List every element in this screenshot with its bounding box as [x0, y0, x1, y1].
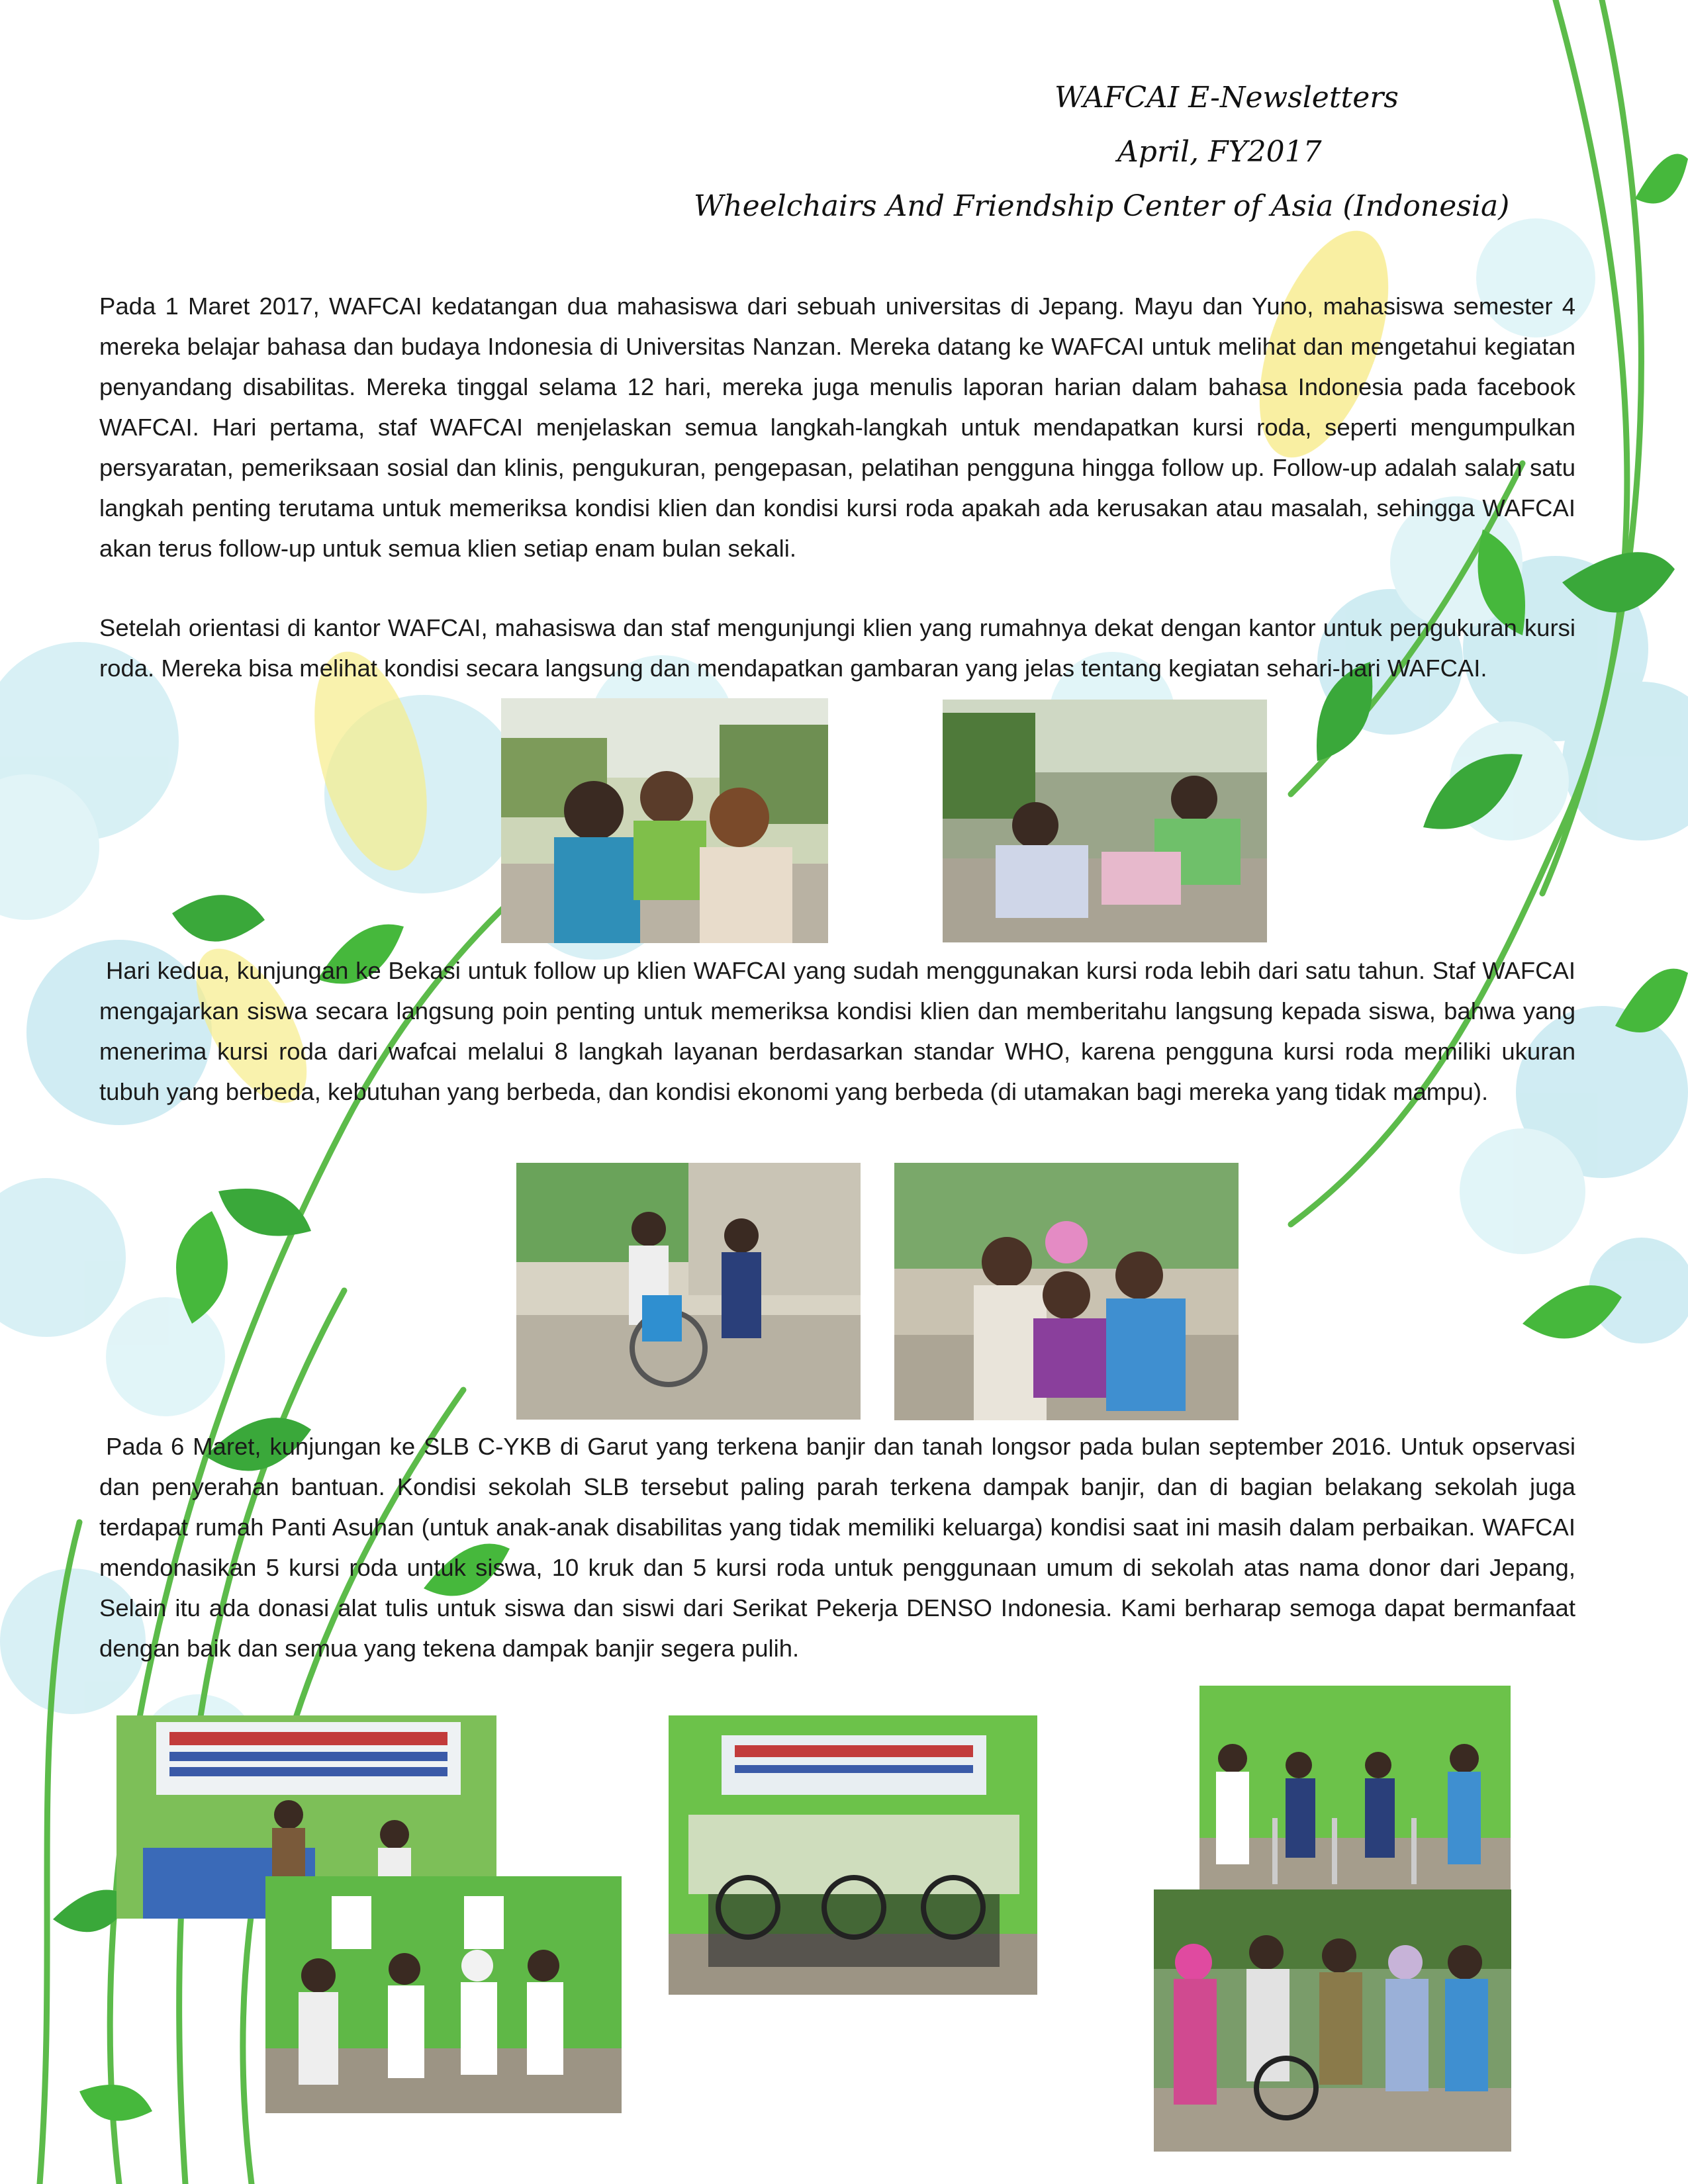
newsletter-date: April, FY2017 — [1117, 135, 1322, 169]
photo-measuring-wheelchair — [943, 700, 1267, 942]
organization-name: Wheelchairs And Friendship Center of Asia (Indonesia) — [694, 189, 1510, 223]
paragraph-bekasi-followup: Hari kedua, kunjungan ke Bekasi untuk follow up klien WAFCAI yang sudah menggunakan kursi roda lebih dari satu tahun. Staf WAFCAI mengajarkan siswa secara langsung poin penting untuk memeriksa kondisi klien dan memberitahu langsung kepada siswa, bahwa yang menerima kursi roda dari wafcai melalui 8 langkah layanan berdasarkan standar WHO, karena pengguna kursi roda memiliki ukuran tubuh yang berbeda, kebutuhan yang berbeda, dan kondisi ekonomi yang berbeda (di utamakan bagi mereka yang tidak mampu). — [99, 957, 1575, 1105]
photo-group-with-child — [894, 1163, 1239, 1420]
photo-group-wheelchair-donation — [669, 1715, 1037, 1995]
newsletter-title: WAFCAI E-Newsletters — [1055, 81, 1399, 114]
paragraph-garut-visit: Pada 6 Maret, kunjungan ke SLB C-YKB di Garut yang terkena banjir dan tanah longsor pada bulan september 2016. Untuk opservasi dan penyerahan bantuan. Kondisi sekolah SLB tersebut paling parah terkena dampak banjir, dan di bagian belakang sekolah juga terdapat rumah Panti Asuhan (untuk anak-anak disabilitas yang tidak memiliki keluarga) kondisi saat ini masih dalam perbaikan. WAFCAI mendonasikan 5 kursi roda untuk siswa, 10 kruk dan 5 kursi roda untuk penggunaan umum di sekolah atas nama donor dari Jepang, Selain itu ada donasi alat tulis untuk siswa dan siswi dari Serikat Pekerja DENSO Indonesia. Kami berharap semoga dapat bermanfaat dengan baik dan semua yang tekena dampak banjir segera pulih. — [99, 1433, 1575, 1662]
paragraph-student-visit: Pada 1 Maret 2017, WAFCAI kedatangan dua mahasiswa dari sebuah universitas di Jepang. Mayu dan Yuno, mahasiswa semester 4 mereka belajar bahasa dan budaya Indonesia di Universitas Nanzan. Mereka datang ke WAFCAI untuk melihat dan mengetahui kegiatan penyandang disabilitas. Mereka tinggal selama 12 hari, mereka juga menulis laporan harian dalam bahasa Indonesia pada facebook WAFCAI. Hari pertama, staf WAFCAI menjelaskan semua langkah-langkah untuk mendapatkan kursi roda, seperti mengumpulkan persyaratan, pemeriksaan sosial dan klinis, pengukuran, pengepasan, pelatihan pengguna hingga follow up. Follow-up adalah salah satu langkah penting terutama untuk memeriksa kondisi klien dan kondisi kursi roda apakah ada kerusakan atau masalah, sehingga WAFCAI akan terus follow-up untuk semua klien setiap enam bulan sekali. — [99, 293, 1575, 562]
photo-crutches-wheelchairs — [1199, 1686, 1511, 1889]
photo-bekasi-client-wheelchair — [516, 1163, 861, 1420]
photo-students-with-client — [501, 698, 828, 943]
photo-officials-with-child — [1154, 1889, 1511, 2152]
paragraph-orientation: Setelah orientasi di kantor WAFCAI, mahasiswa dan staf mengunjungi klien yang rumahnya dekat dengan kantor untuk pengukuran kursi roda. Mereka bisa melihat kondisi secara langsung dan mendapatkan gambaran yang jelas tentang kegiatan sehari-hari WAFCAI. — [99, 614, 1575, 682]
photo-students-receive-donation — [265, 1876, 622, 2113]
